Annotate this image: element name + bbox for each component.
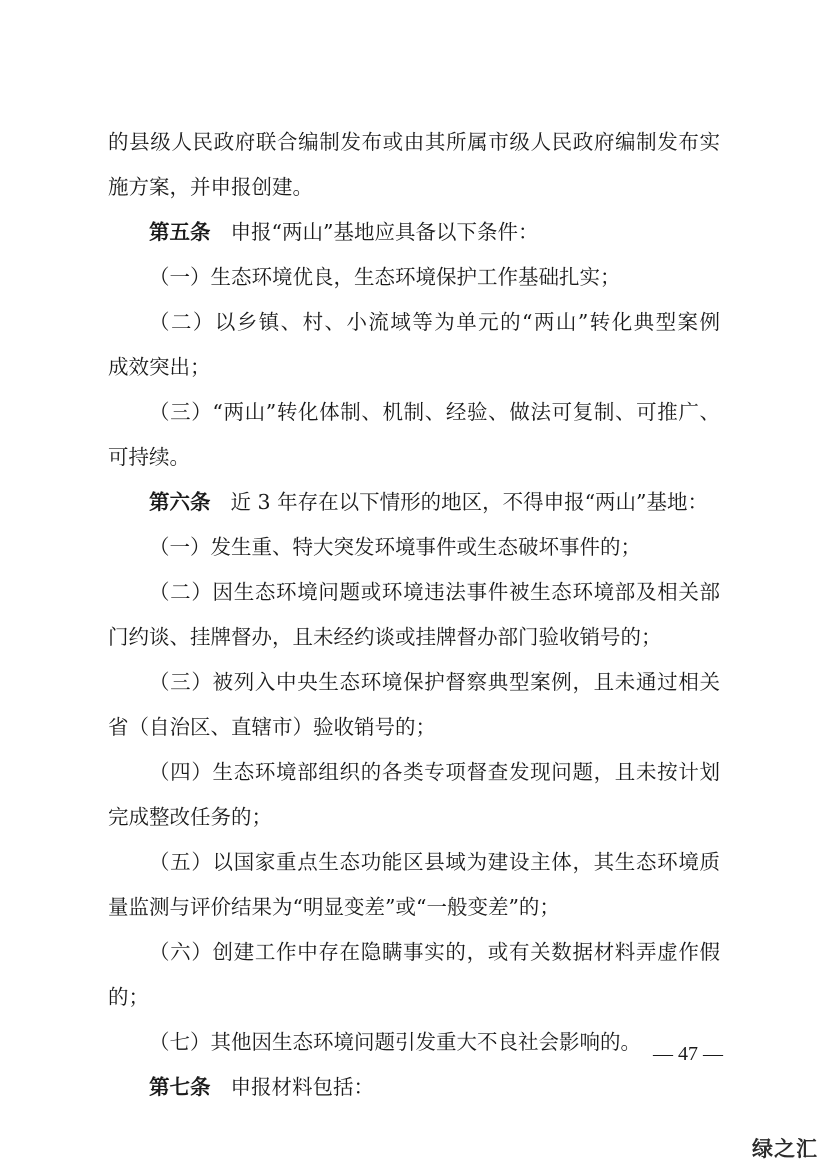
text-line: 量监测与评价结果为“明显变差”或“一般变差”的；	[108, 895, 560, 919]
text-line: （二）以乡镇、村、小流域等为单元的“两山”转化典型案例	[149, 310, 720, 334]
text-line: 的县级人民政府联合编制发布或由其所属市级人民政府编制发布实	[108, 130, 720, 154]
text-line: 施方案，并申报创建。	[108, 175, 313, 199]
text-line: 的；	[108, 985, 149, 1009]
text-line: 完成整改任务的；	[108, 805, 272, 829]
text-line: （六）创建工作中存在隐瞒事实的，或有关数据材料弄虚作假	[149, 940, 720, 964]
text-line: （五）以国家重点生态功能区县域为建设主体，其生态环境质	[149, 850, 720, 874]
text-line: （二）因生态环境问题或环境违法事件被生态环境部及相关部	[149, 580, 720, 604]
article-label: 第七条	[149, 1075, 211, 1099]
article-text: 申报材料包括：	[230, 1075, 374, 1099]
article-6-heading	[149, 488, 720, 516]
article-text: 近 3 年存在以下情形的地区，不得申报“两山”基地：	[230, 490, 709, 514]
text-line: 门约谈、挂牌督办，且未经约谈或挂牌督办部门验收销号的；	[108, 625, 662, 649]
text-line: （四）生态环境部组织的各类专项督查发现问题，且未按计划	[149, 760, 720, 784]
text-line: （一）发生重、特大突发环境事件或生态破坏事件的；	[149, 535, 641, 559]
watermark-logo: 绿之汇	[752, 1137, 818, 1161]
article-text: 申报“两山”基地应具备以下条件：	[230, 220, 539, 244]
text-line: 可持续。	[108, 445, 190, 469]
text-line: （七）其他因生态环境问题引发重大不良社会影响的。	[149, 1030, 641, 1054]
text-line: 成效突出；	[108, 355, 211, 379]
page-number: — 47 —	[653, 1043, 723, 1065]
text-line: （一）生态环境优良，生态环境保护工作基础扎实；	[149, 265, 621, 289]
article-7-heading	[149, 1073, 720, 1101]
article-5-heading	[149, 218, 720, 246]
text-line: （三）“两山”转化体制、机制、经验、做法可复制、可推广、	[149, 400, 720, 424]
text-line: 省（自治区、直辖市）验收销号的；	[108, 715, 436, 739]
article-label: 第六条	[149, 490, 211, 514]
text-line: （三）被列入中央生态环境保护督察典型案例，且未通过相关	[149, 670, 720, 694]
article-label: 第五条	[149, 220, 211, 244]
